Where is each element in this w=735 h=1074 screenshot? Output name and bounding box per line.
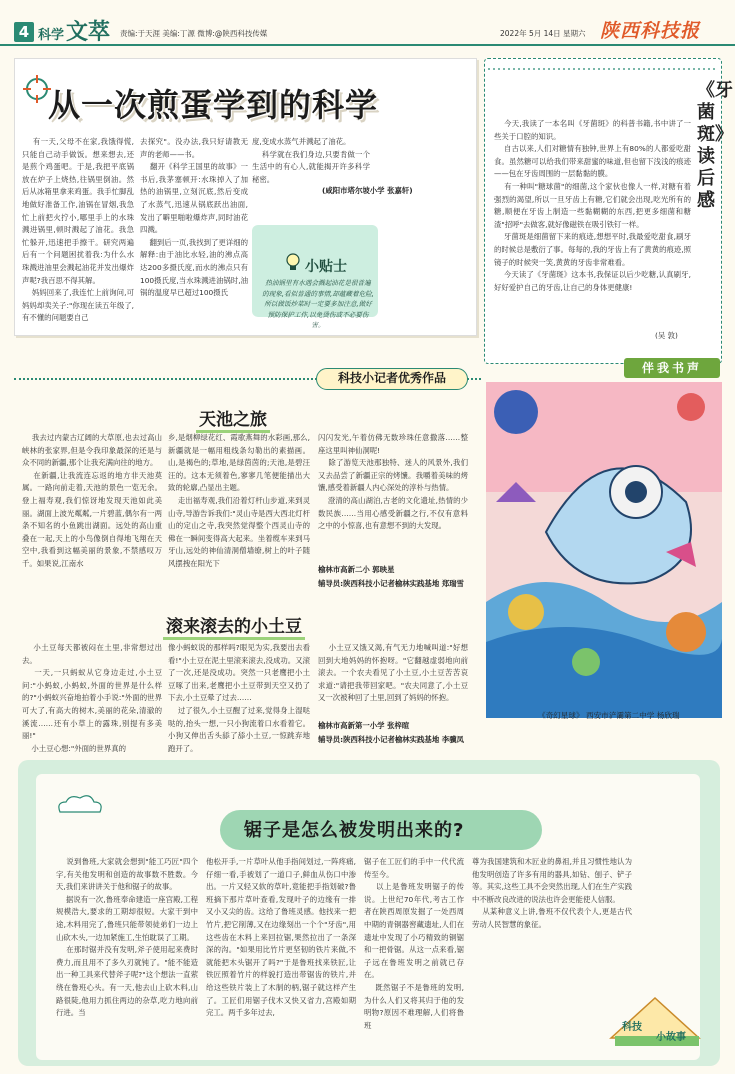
story-tag-label-b: 小故事 [656,1032,686,1043]
egg-article-col-2: 去探究"。没办法,我只好请教无声的老师——书。 翻开《科学王国里的故事》一书后,我茅塞顿开:水珠掉入了加热的油锅里,立刻沉底,然后变成了水蒸气,迅速从锅底跃出油面,发出了噼里啪啦爆炸声,同时油花四溅。 翻到后一页,我找到了更详细的解释:由于油比水轻,油的沸点高达200多摄氏度,而水的沸点只有100摄氏度,当水珠溅进油锅时,油锅的温度早已超过100摄氏 [140,137,248,298]
lightbulb-icon [283,252,303,272]
editors-line: 责编:于天涯 美编:丁源 微博:@陕西科技传媒 [120,29,268,38]
dotted-divider [488,62,718,76]
tianchi-col-3: 闪闪发光,午着仿佛无数珍珠任意撒落……整座这里叫神仙洞呢! 除了游览天池那独特、迷人的风景外,我们又去品尝了新疆正宗的烤馕。我嚼着美味的烤馕,感受着新疆人内心深处的淳朴与热情。 澄清的高山湖泊,古老的文化遗址,热情的少数民族……当用心感受新疆之行,不仅有意料之中的小惊喜,也有意想不到的大发现。 [318,433,468,531]
saw-story-title: 锯子是怎么被发明出来的? [244,820,465,841]
tip-body: 热油锅里有水遇会溅起油花是很普遍的现象,看似普通的事情,却蕴藏着危险,所以做饭炒菜时一定要多加注意,做好预防保护工作,以免烫伤或不必要伤害。 [262,279,374,329]
tianchi-school: 榆林市高新二小 郭映星 [318,565,395,574]
newspaper-name: 陕西科技报 [600,20,701,42]
egg-article-col-1: 有一天,父母不在家,我饿得慌,只能自己动手做饭。想来想去,还是煎个鸡蛋吧。于是,我把平底锅放在炉子上烧热,往锅里倒油。然后从冰箱里拿来鸡蛋。我手忙脚乱地做好准备工作,油锅在冒烟,我急忙上前把火拧小,哪里手上的水珠溅进锅里,顿时溅起了油花。我急忙躲开,迅速把手擦干。研究两遍后有一个问题困扰着我:为什么水珠溅进油里会溅起油花并发出爆炸声呢?我百思不得其解。 妈妈回来了,我连忙上前询问,可妈妈却卖关子:"你现在读五年级了,有不懂的问题要自己 [22,137,134,323]
egg-article-col-3: 度,变成水蒸气并溅起了油花。 科学就在我们身边,只要肯做一个生活中的有心人,就能揭开许多科学秘密。 [252,137,370,184]
potato-col-1: 小土豆每天都被闷在土里,非常想过出去。 一天,一只蚂蚁从它身边走过,小土豆问:"小蚂蚁,小蚂蚁,外面的世界是什么样的?"小蚂蚁兴奋地拍着小手说:"外面的世界可大了,有高大的树木,美丽的花朵,清澈的溪流……还有小草上的露珠,别提有多美丽!" 小土豆心想:"外面的世界真的 [22,643,162,753]
potato-article-title: 滚来滚去的小土豆 [163,612,305,640]
story-tag-label-a: 科技 [622,1022,642,1033]
book-review-author: (吴 敦) [655,331,678,340]
saw-col-4: 尊为我国建筑和木匠业的鼻祖,并且习惯性地认为他发明创造了许多有用的器具,如钻、刨子、铲子等。其实,这些工具不会突然出现,人们在生产实践中不断改良改进的说法也许会更能使人信服。 从某种意义上讲,鲁班不仅代表个人,更是古代劳动人民智慧的象征。 [472,857,632,929]
tianchi-col-1: 我去过内蒙古辽阔的大草原,也去过高山峡林的张家界,但是令我印象最深的还是与众不同的新疆,那个让我充满向往的地方。 在新疆,让我流连忘返的地方非天池莫属。一路向前走着,天池的景色一览无余。登上福寿观,我们惊讶地发现天池如此美丽。湖面上波光粼粼,一片碧蓝,偶尔有一两条不知名的小鱼跳出湖面。远处的高山重叠在一起,天上的小鸟像倒自得地飞翔在天空中,我看到这幅美丽的景象,不禁感叹万千。如果说,江南水 [22,433,162,568]
saw-col-2: 他松开手,一片草叶从他手指间划过,一阵疼痛,仔细一看,手被划了一道口子,鲜血从伤口中渗出。一片又轻又软的草叶,竟能把手指划破?鲁班摘下那片草叶查看,发现叶子的边缘有一排又小又尖的齿。这给了鲁班灵感。他找来一把竹片,把它削薄,又在边缘刻出一个个"牙齿",用这些齿在木料上来回拉锯,果然拉出了一条深深的沟。"如果用比竹片更坚韧的铁片来做,不就能把木头锯开了吗?"于是鲁班找来铁匠,让铁匠照着竹片的样貌打造出带锯齿的铁片,并给这些铁片装上了木制的柄,锯子就这样产生了。工匠们用锯子伐木又快又省力,宫殿如期完工。两千多年过去, [206,857,356,1018]
egg-article-title: 从一次煎蛋学到的科学 [48,86,379,124]
painting-caption: 《奇幻星球》 西安市浐灞第二中学 杨欣瑞 [538,711,680,720]
tip-title: 小贴士 [305,259,347,275]
tianchi-article-title: 天池之旅 [196,405,270,433]
potato-school: 榆林市高新第一小学 张梓暄 [318,721,410,730]
egg-article-author: (咸阳市塔尔坡小学 张嘉轩) [322,186,413,195]
story-tag-badge [605,990,705,1050]
potato-mentor: 辅导员:陕西科技小记者榆林实践基地 李骥凤 [318,735,464,744]
issue-date: 2022年 5月 14日 星期六 [500,29,586,38]
reporter-banner: 科技小记者优秀作品 [316,368,468,390]
potato-col-2: 像小蚂蚁说的那样吗?眼见为实,我要出去看看!"小土豆在泥土里滚来滚去,没成功。又滚了一次,还是没成功。突然一只老鹰把小土豆啄了出来,老鹰把小土豆带到天空又扔了下去,小土豆晕了过去…… 过了很久,小土豆醒了过来,觉得身上湿哒哒的,抬头一想,一只小狗流着口水看着它。小狗又伸出舌头舔了舔小土豆,一惊跳弃地跑开了。 [168,643,310,753]
tianchi-col-2: 乡,是烟柳绿花红、霞歌燕舞的水彩画,那么,新疆就是一幅用粗线条勾勒出的素描画。山,是褐色的;草地,是绿茵茵的;天池,是碧汪汪的。这本无须着色,寥寥几笔便能描出大致的轮廓,凸显出主题。 走出福寿观,我们沿着灯杆山步道,来到灵山寺,导游告诉我们:"灵山寺是西大西北灯杆山的定山之寺,我突然觉得整个西灵山寺的佛在一瞬间变得高大起来。坐着缆车来到马牙山,远处的神仙清洞僧墙缭,树上的叶子随风摆拽在阳光下 [168,433,310,568]
saw-col-3: 锯子在工匠们的手中一代代流传至今。 以上是鲁班发明锯子的传说。上世纪70年代,考古工作者在陕西周原发掘了一处西周中期的青铜器窖藏遗址,人们在遗址中发现了小巧精致的铜锯和一把骨锯。从这一点来看,锯子远在鲁班发明之前就已存在。 既然锯子不是鲁班的发明,为什么人们又将其归于他的发明物?原因不难理解,人们将鲁班 [364,857,464,1030]
book-review-title: 《牙菌斑》读后感 [697,80,733,211]
section-title: 文萃 [66,19,111,45]
potato-col-3: 小土豆又饿又渴,有气无力地喊叫道:"好想回到大地妈妈的怀抱呀。"它翻越虚弱地向前滚去。一个农夫看见了小土豆,小土豆苦苦哀求道:"请把我带回家吧。"农夫同意了,小土豆又一次被种回了土里,回到了妈妈的怀抱。 [318,643,468,703]
book-review-body: 今天,我读了一本名叫《牙菌斑》的科普书籍,书中讲了一些关于口腔的知识。 自古以来,人们对糖情有独钟,世界上有80%的人都爱吃甜食。虽然糖可以给我们带来甜蜜的味道,但也留下浅浅的痕迹——包在牙齿周围的一层黏黏的膜。 有一种叫"糖球菌"的细菌,这个家伙也像人一样,对糖有着强烈的渴望,所以一旦牙齿上有糖,它们就会出现,吃光所有的糖,顺便在牙齿上制造一些黏糊糊的东西,把更多细菌和糖渣"招呼"去做客,就好像磁铁在吸引铁钉一样。 牙菌斑是细菌留下来的痕迹,想想平时,我最爱吃甜食,刷牙的时候总是敷衍了事。每每的,我的牙齿上有了黄黄的痕迹,照镜子的时候突一笑,黄黄的牙齿非常难看。 今天读了《牙菌斑》这本书,我保证以后少吃糖,认真刷牙,好好爱护自己的牙齿,让自己的身体更健康! [494,119,691,292]
tianchi-mentor: 辅导员:陕西科技小记者榆林实践基地 郑瑞雪 [318,579,464,588]
student-painting [486,382,722,718]
section-label: 科学 [38,28,65,43]
cloud-ornament-icon [50,790,110,820]
column-tag: 伴我书声 [624,358,720,378]
saw-col-1: 说到鲁班,大家就会想到"能工巧匠"四个字,有关他发明和创造的故事数不胜数。今天,我们来讲讲关于他和锯子的故事。 据说有一次,鲁班奉命建造一座宫殿,工程规模浩大,要求的工期却很短。大家干到中途,木料用完了,鲁班只能带领徒弟们一边上山砍木头,一边加紧施工,生怕耽误了工期。 在那时锯并没有发明,斧子使用起来费时费力,而且用不了多久刃就钝了。"能不能造出一种工具来代替斧子呢?"这个想法一直萦绕在鲁班心头。有一天,他去山上砍木料,山路很陡,他用力抓住两边的杂草,吃力地向前行进。当 [56,857,198,1018]
page-number: 4 [14,22,34,42]
